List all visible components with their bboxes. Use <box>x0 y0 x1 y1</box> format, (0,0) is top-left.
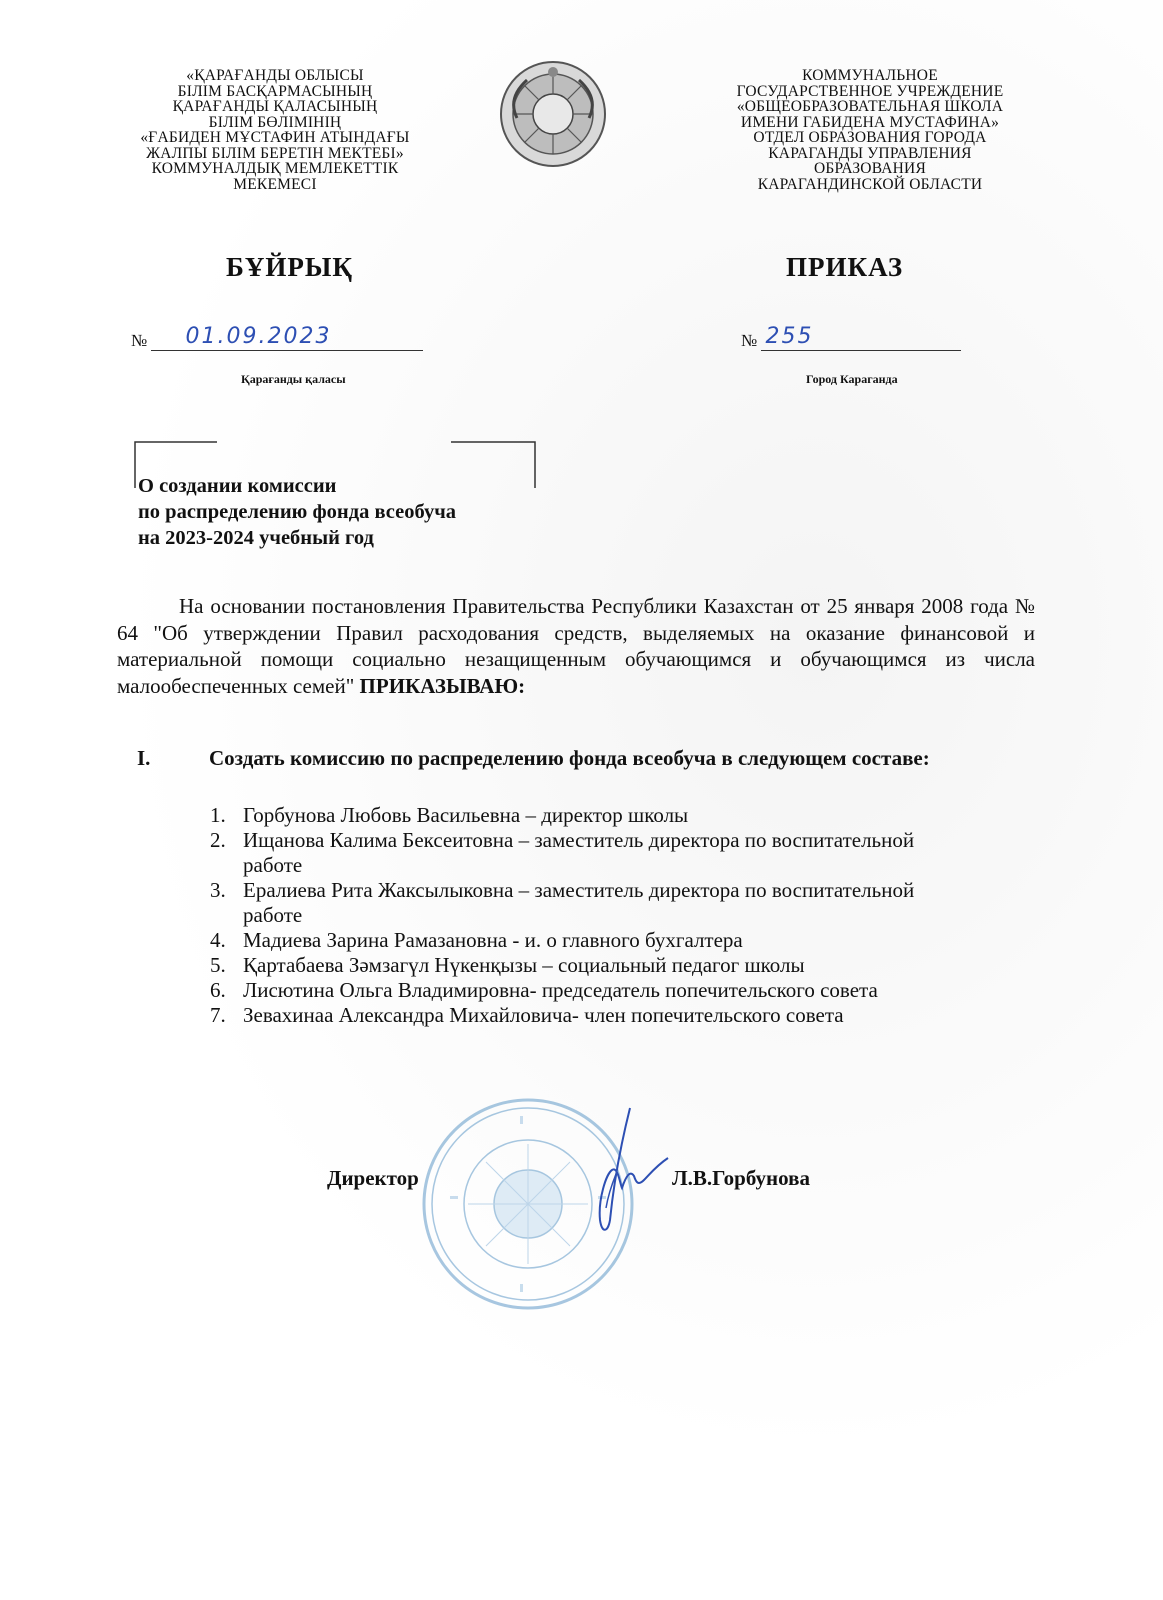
header-ru-line: КОММУНАЛЬНОЕ <box>802 67 938 84</box>
list-item <box>210 803 1010 828</box>
city-ru: Город Караганда <box>806 372 898 386</box>
order-number-field <box>741 326 961 351</box>
header-ru-line: КАРАГАНДИНСКОЙ ОБЛАСТИ <box>757 175 983 193</box>
date-field <box>131 326 423 351</box>
header-ru-line: «ОБЩЕОБРАЗОВАТЕЛЬНАЯ ШКОЛА <box>736 98 1004 115</box>
list-item <box>210 928 1010 953</box>
header-kz-line: БІЛІМ БӨЛІМІНІҢ <box>208 113 342 131</box>
list-item-number: 4. <box>210 928 226 952</box>
number-sign: № <box>131 331 148 350</box>
header-ru-line: ОБРАЗОВАНИЯ <box>814 160 926 177</box>
subject-line: О создании комиссии <box>138 475 337 497</box>
header-kz-line: «ҚАРАҒАНДЫ ОБЛЫСЫ <box>186 67 364 84</box>
state-emblem-icon <box>497 58 609 170</box>
header-kz-line: БІЛІМ БАСҚАРМАСЫНЫҢ <box>177 82 373 100</box>
document-title-ru: ПРИКАЗ <box>786 252 904 282</box>
signature-name: Л.В.Горбунова <box>672 1166 810 1190</box>
header-ru-line: ГОСУДАРСТВЕННОЕ УЧРЕЖДЕНИЕ <box>736 82 1004 100</box>
list-item <box>210 878 933 928</box>
header-kz-line: КОММУНАЛДЫҚ МЕМЛЕКЕТТІК <box>151 160 399 177</box>
header-kz-line: МЕКЕМЕСІ <box>233 175 317 193</box>
list-item <box>210 828 933 878</box>
date-line <box>151 326 423 351</box>
list-item-number: 2. <box>210 828 226 852</box>
city-kz: Қарағанды қаласы <box>241 372 346 386</box>
signature-title: Директор <box>327 1166 419 1190</box>
list-item-number: 3. <box>210 878 226 902</box>
handwritten-order-number: 255 <box>765 324 814 349</box>
preamble-paragraph <box>117 593 1035 699</box>
list-item-text: Қартабаева Зәмзагүл Нүкенқызы – социальный педагог школы <box>243 953 805 977</box>
handwritten-signature <box>572 1100 682 1240</box>
commission-members-list <box>210 803 1010 1028</box>
list-item-number: 6. <box>210 978 226 1002</box>
subject-line: по распределению фонда всеобуча <box>138 501 457 523</box>
list-item-text: Ищанова Калима Бексеитовна – заместитель директора по воспитательной работе <box>243 828 915 877</box>
preamble-text: На основании постановления Правительства Республики Казахстан от 25 января 2008 года № 64 "Об утверждении Правил расходования средств, выделяемых на оказание финансовой и материальной помощи социально незащищенным обучающимся и обучающимся из числа малообеспеченных семей" <box>117 594 1035 698</box>
header-ru-line: ОТДЕЛ ОБРАЗОВАНИЯ ГОРОДА <box>753 129 987 146</box>
list-item <box>210 1003 1010 1028</box>
list-item-text: Зевахинаа Александра Михайловича- член попечительского совета <box>243 1003 844 1027</box>
list-item-number: 1. <box>210 803 226 827</box>
list-item-text: Ералиева Рита Жаксылыковна – заместитель директора по воспитательной работе <box>243 878 915 927</box>
header-kz-line: ЖАЛПЫ БІЛІМ БЕРЕТІН МЕКТЕБІ» <box>146 144 404 162</box>
list-item-text: Лисютина Ольга Владимировна- председатель попечительского совета <box>243 978 878 1002</box>
list-item-number: 5. <box>210 953 226 977</box>
order-subject <box>138 473 456 551</box>
list-item-text: Горбунова Любовь Васильевна – директор школы <box>243 803 689 827</box>
order-number-line <box>761 326 961 351</box>
section-text: Создать комиссию по распределению фонда всеобуча в следующем составе: <box>209 746 930 770</box>
list-item-number: 7. <box>210 1003 226 1027</box>
header-ru-line: ИМЕНИ ГАБИДЕНА МУСТАФИНА» <box>740 113 1000 131</box>
header-kz-line: ҚАРАҒАНДЫ ҚАЛАСЫНЫҢ <box>172 98 378 115</box>
header-ru <box>700 68 1040 192</box>
header-kz <box>110 68 440 192</box>
number-sign: № <box>741 331 758 350</box>
section-number: I. <box>137 746 151 770</box>
header-kz-line: «ҒАБИДЕН МҰСТАФИН АТЫНДАҒЫ <box>140 129 410 146</box>
list-item-text: Мадиева Зарина Рамазановна - и. о главного бухгалтера <box>243 928 743 952</box>
list-item <box>210 953 1010 978</box>
document-title-kz: БҰЙРЫҚ <box>226 252 353 282</box>
header-ru-line: КАРАГАНДЫ УПРАВЛЕНИЯ <box>768 144 972 162</box>
handwritten-date: 01.09.2023 <box>185 324 332 349</box>
order-command: ПРИКАЗЫВАЮ: <box>359 673 526 698</box>
list-item <box>210 978 988 1003</box>
subject-line: на 2023-2024 учебный год <box>138 527 374 549</box>
